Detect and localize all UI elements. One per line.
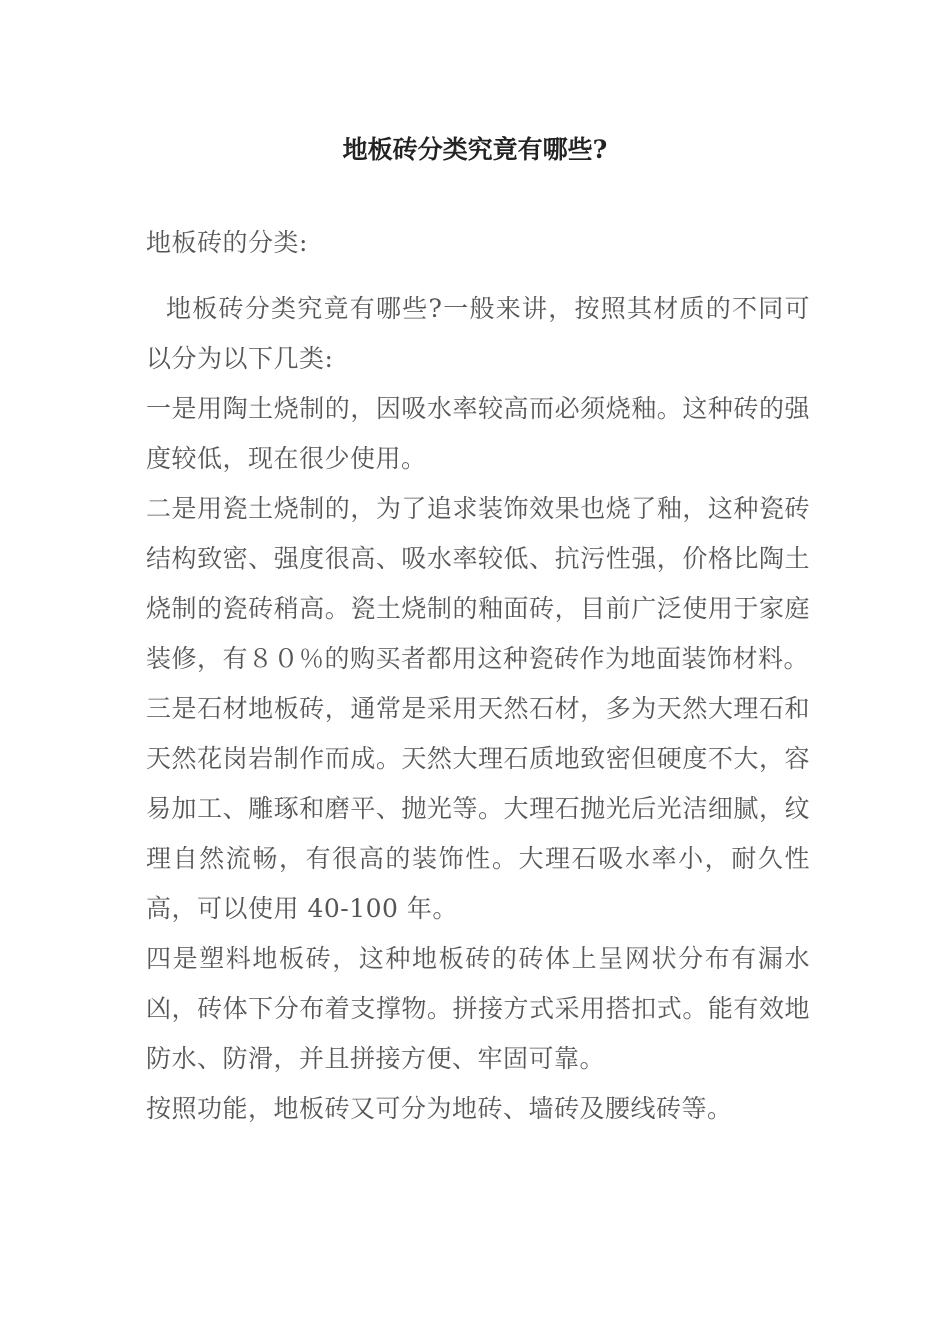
paragraph-intro: 地板砖分类究竟有哪些?一般来讲，按照其材质的不同可以分为以下几类:	[146, 294, 810, 373]
document-body	[146, 218, 810, 1134]
document-title: 地板砖分类究竟有哪些?	[342, 135, 608, 164]
section-heading: 地板砖的分类:	[146, 228, 308, 257]
paragraph-type-4: 四是塑料地板砖，这种地板砖的砖体上呈网状分布有漏水凶，砖体下分布着支撑物。拼接方式采用搭扣式。能有效地防水、防滑，并且拼接方便、牢固可靠。	[146, 944, 810, 1073]
paragraph-type-1: 一是用陶土烧制的，因吸水率较高而必须烧釉。这种砖的强度较低，现在很少使用。	[146, 394, 810, 473]
paragraph-type-2: 二是用瓷土烧制的，为了追求装饰效果也烧了釉，这种瓷砖结构致密、强度很高、吸水率较低、抗污性强，价格比陶土烧制的瓷砖稍高。瓷土烧制的釉面砖，目前广泛使用于家庭装修，有８０％的购买者都用这种瓷砖作为地面装饰材料。	[146, 494, 810, 673]
paragraph-type-3: 三是石材地板砖，通常是采用天然石材，多为天然大理石和天然花岗岩制作而成。天然大理石质地致密但硬度不大，容易加工、雕琢和磨平、抛光等。大理石抛光后光洁细腻，纹理自然流畅，有很高的装饰性。大理石吸水率小，耐久性高，可以使用 40-100 年。	[146, 694, 810, 923]
paragraph-function: 按照功能，地板砖又可分为地砖、墙砖及腰线砖等。	[146, 1094, 733, 1123]
